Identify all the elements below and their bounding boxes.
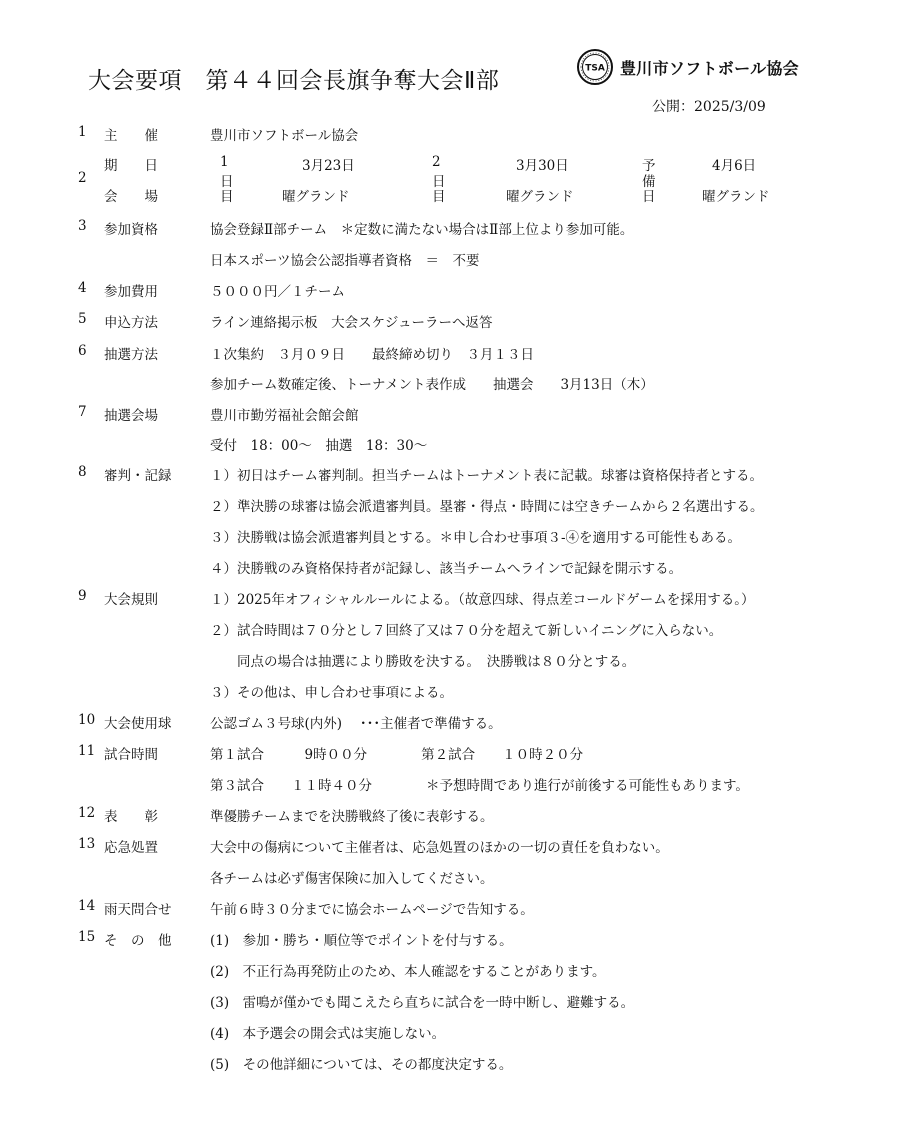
item-content: 受付 18：00～ 抽選 18：30～ <box>210 438 428 454</box>
item-draw-method <box>0 341 900 365</box>
day-number: 1 <box>220 154 229 170</box>
association-logo <box>576 48 799 86</box>
item-game-times <box>0 741 900 765</box>
item-awards <box>0 803 900 827</box>
item-number: 8 <box>78 464 87 480</box>
item-label: 主 催 <box>104 128 158 144</box>
item-content: 協会登録Ⅱ部チーム ＊定数に満たない場合はⅡ部上位より参加可能。 <box>210 222 634 238</box>
item-number: 12 <box>78 805 96 821</box>
schedule-date: 3月23日 <box>302 158 355 174</box>
item-content: 大会中の傷病について主催者は、応急処置のほかの一切の責任を負わない。 <box>210 840 669 856</box>
item-rules-line <box>0 648 900 672</box>
item-content: (4) 本予選会の開会式は実施しない。 <box>210 1026 446 1042</box>
schedule-date: 3月30日 <box>516 158 569 174</box>
item-content: 午前６時３０分までに協会ホームページで告知する。 <box>210 902 534 918</box>
item-content: ５０００円／１チーム <box>210 284 345 300</box>
item-content: (1) 参加・勝ち・順位等でポイントを付与する。 <box>210 933 513 949</box>
item-rules <box>0 586 900 610</box>
day-char: 日 <box>220 174 234 190</box>
item-application <box>0 309 900 333</box>
item-content: (3) 雷鳴が僅かでも聞こえたら直ちに試合を一時中断し、避難する。 <box>210 995 635 1011</box>
item-label: そ の 他 <box>104 933 172 949</box>
item-label: 抽選会場 <box>104 408 158 424</box>
schedule-venue-label: 会 場 <box>104 189 158 205</box>
item-number: 3 <box>78 218 87 234</box>
item-other-line <box>0 958 900 982</box>
association-name: 豊川市ソフトボール協会 <box>620 58 799 78</box>
item-number: 15 <box>78 929 96 945</box>
day-number: 2 <box>432 154 441 170</box>
item-content: ２）準決勝の球審は協会派遣審判員。塁審・得点・時間には空きチームから２名選出する。 <box>210 499 764 515</box>
item-content: 準優勝チームまでを決勝戦終了後に表彰する。 <box>210 809 494 825</box>
schedule-venue: 曜グランド <box>702 189 770 205</box>
item-content: ３）その他は、申し合わせ事項による。 <box>210 685 453 701</box>
item-content: ３）決勝戦は協会派遣審判員とする。＊申し合わせ事項３-④を適用する可能性もある。 <box>210 530 742 546</box>
item-ball <box>0 710 900 734</box>
item-umpire-line <box>0 555 900 579</box>
day-char: 日 <box>432 174 446 190</box>
item-content: ライン連絡掲示板 大会スケジューラーへ返答 <box>210 315 493 331</box>
item-content: １次集約 ３月０９日 最終締め切り ３月１３日 <box>210 347 534 363</box>
item-label: 参加資格 <box>104 222 158 238</box>
item-draw-venue <box>0 402 900 426</box>
item-content: １）初日はチーム審判制。担当チームはトーナメント表に記載。球審は資格保持者とする。 <box>210 468 763 484</box>
item-draw-venue-line <box>0 432 900 456</box>
item-content: 公認ゴム３号球(内外) ･･･主催者で準備する。 <box>210 716 502 732</box>
item-label: 申込方法 <box>104 315 158 331</box>
item-organizer <box>0 122 900 146</box>
item-content: (2) 不正行為再発防止のため、本人確認をすることがあります。 <box>210 964 606 980</box>
day-number: 予 <box>642 158 656 174</box>
item-other-line <box>0 1051 900 1075</box>
item-label: 表 彰 <box>104 809 158 825</box>
item-rules-line <box>0 617 900 641</box>
item-number: 2 <box>78 170 87 186</box>
item-content: １）2025年オフィシャルルールによる。（故意四球、得点差コールドゲームを採用する。） <box>210 592 755 608</box>
item-number: 10 <box>78 712 96 728</box>
item-content: ２）試合時間は７０分とし７回終了又は７０分を超えて新しいイニングに入らない。 <box>210 623 723 639</box>
item-label: 試合時間 <box>104 747 158 763</box>
item-draw-method-line <box>0 371 900 395</box>
item-content: 日本スポーツ協会公認指導者資格 ＝ 不要 <box>210 253 480 269</box>
item-content: 第３試合 １１時４０分 ＊予想時間であり進行が前後する可能性もあります。 <box>210 778 749 794</box>
schedule-venue: 曜グランド <box>282 189 350 205</box>
item-content: 第１試合 9時００分 第２試合 １０時２０分 <box>210 747 584 763</box>
item-eligibility <box>0 216 900 240</box>
item-number: 1 <box>78 124 87 140</box>
logo-badge-text: TSA <box>585 63 605 74</box>
item-number: 9 <box>78 588 87 604</box>
schedule-date-label: 期 日 <box>104 158 158 174</box>
item-number: 13 <box>78 836 96 852</box>
item-label: 大会使用球 <box>104 716 172 732</box>
item-number: 4 <box>78 280 87 296</box>
item-rain-inquiry <box>0 896 900 920</box>
softball-emblem-icon <box>576 48 614 86</box>
item-first-aid-line <box>0 865 900 889</box>
item-other <box>0 927 900 951</box>
item-umpire <box>0 462 900 486</box>
item-label: 応急処置 <box>104 840 158 856</box>
day-char: 備 <box>642 174 656 190</box>
item-number: 14 <box>78 898 96 914</box>
item-label: 雨天問合せ <box>104 902 172 918</box>
item-content: 豊川市勤労福祉会館会館 <box>210 408 359 424</box>
item-game-times-line <box>0 772 900 796</box>
item-rules-line <box>0 679 900 703</box>
day-char: 目 <box>220 189 234 205</box>
item-content: ４）決勝戦のみ資格保持者が記録し、該当チームへラインで記録を開示する。 <box>210 561 683 577</box>
published-date: 公開：2025/3/09 <box>652 99 766 115</box>
day-char: 日 <box>642 189 656 205</box>
item-umpire-line <box>0 524 900 548</box>
item-content: 豊川市ソフトボール協会 <box>210 128 359 144</box>
item-label: 参加費用 <box>104 284 158 300</box>
page-title: 大会要項 第４４回会長旗争奪大会Ⅱ部 <box>88 68 500 94</box>
schedule-date: 4月6日 <box>712 158 757 174</box>
item-label: 大会規則 <box>104 592 158 608</box>
item-content: 同点の場合は抽選により勝敗を決する。 決勝戦は８０分とする。 <box>210 654 636 670</box>
day-char: 目 <box>432 189 446 205</box>
item-number: 11 <box>78 743 96 759</box>
item-number: 6 <box>78 343 87 359</box>
item-umpire-line <box>0 493 900 517</box>
item-content: (5) その他詳細については、その都度決定する。 <box>210 1057 513 1073</box>
item-label: 抽選方法 <box>104 347 158 363</box>
item-content: 各チームは必ず傷害保険に加入してください。 <box>210 871 494 887</box>
item-number: 5 <box>78 311 87 327</box>
item-number: 7 <box>78 404 87 420</box>
schedule-venue: 曜グランド <box>506 189 574 205</box>
item-content: 参加チーム数確定後、トーナメント表作成 抽選会 3月13日（木） <box>210 377 654 393</box>
item-eligibility-line <box>0 247 900 271</box>
item-label: 審判・記録 <box>104 468 172 484</box>
item-other-line <box>0 989 900 1013</box>
item-fee <box>0 278 900 302</box>
item-other-line <box>0 1020 900 1044</box>
item-first-aid <box>0 834 900 858</box>
